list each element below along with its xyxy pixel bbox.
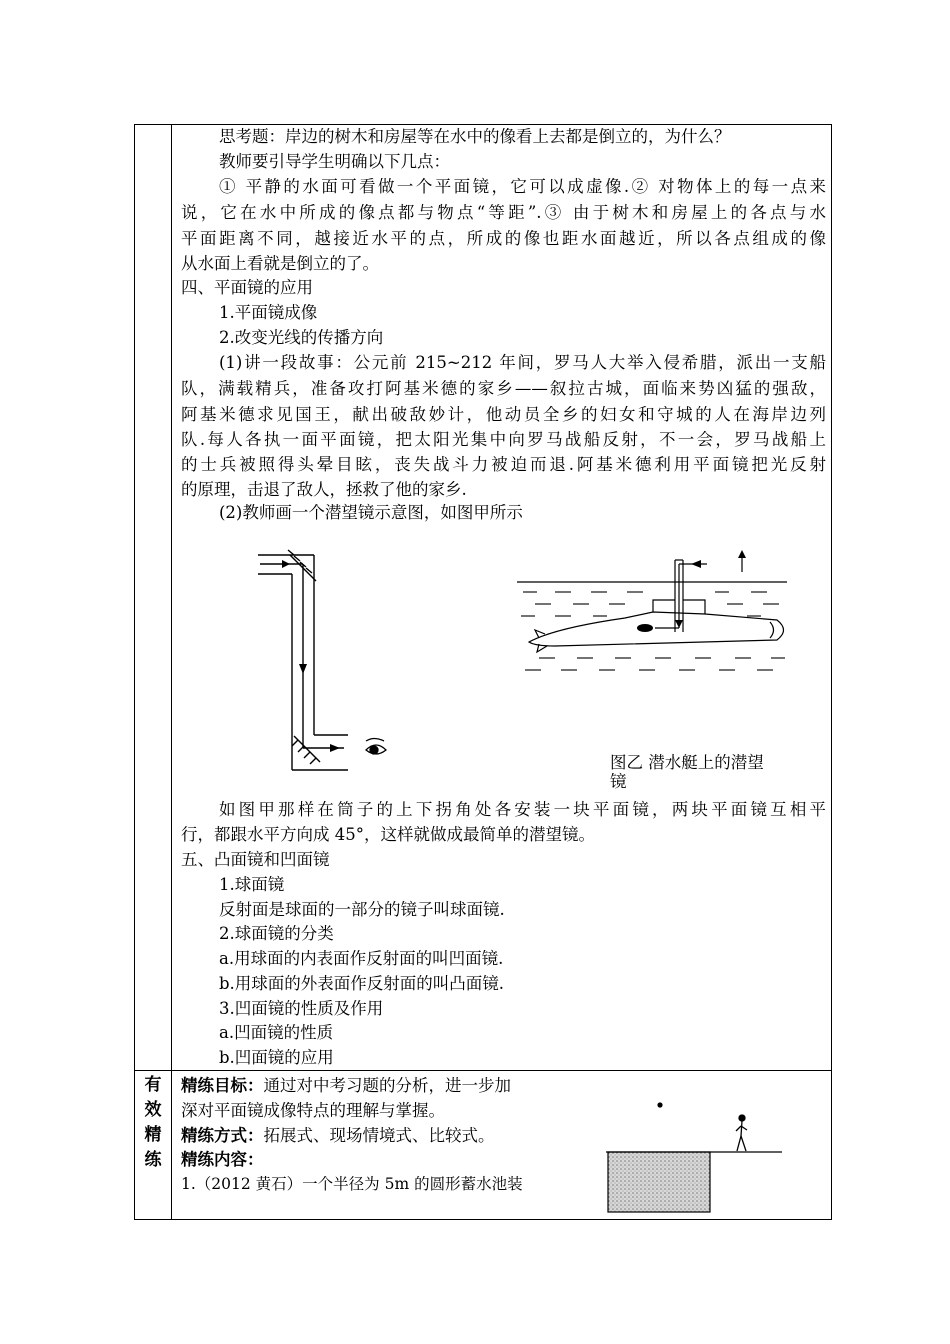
- teacher-guidance: 教师要引导学生明确以下几点：: [219, 152, 450, 171]
- subheading: 1.平面镜成像: [219, 303, 318, 322]
- explanation-line: 从水面上看就是倒立的了。: [181, 254, 379, 273]
- explanation-line: ① 平静的水面可看做一个平面镜，它可以成虚像.② 对物体上的每一点来: [219, 177, 826, 196]
- side-label-char: 精: [144, 1125, 162, 1145]
- side-label-char: 有: [144, 1075, 162, 1095]
- periscope-explanation: 如图甲那样在筒子的上下拐角处各安装一块平面镜，两块平面镜互相平: [219, 800, 826, 819]
- practice-content: [181, 1150, 264, 1170]
- practice-method-label: 精练方式：: [181, 1126, 264, 1145]
- story-line: 队，满载精兵，准备攻打阿基米德的家乡——叙拉古城，面临来势凶猛的强敌，: [181, 379, 826, 398]
- periscope-explanation: 行，都跟水平方向成 45°，这样就做成最简单的潜望镜。: [181, 825, 595, 844]
- think-question: 思考题：岸边的树木和房屋等在水中的像看上去都是倒立的，为什么？: [219, 127, 731, 146]
- figure-caption: 图乙 潜水艇上的潜望: [610, 753, 764, 772]
- classification-item: a.用球面的内表面作反射面的叫凹面镜.: [219, 949, 504, 968]
- property-item: b.凹面镜的应用: [219, 1048, 334, 1067]
- periscope-diagram: [258, 548, 388, 778]
- story-line: 队.每人各执一面平面镜，把太阳光集中向罗马战船反射，不一会，罗马战船上: [181, 430, 826, 449]
- explanation-line: 平面距离不同，越接近水平的点，所成的像也距水面越近，所以各点组成的像: [181, 229, 826, 248]
- practice-goal: [181, 1076, 511, 1096]
- story-line: 的士兵被照得头晕目眩，丧失战斗力被迫而退.阿基米德利用平面镜把光反射: [181, 455, 826, 474]
- person-icon: [736, 1115, 747, 1151]
- side-label-char: 效: [144, 1100, 162, 1120]
- table-column-divider: [171, 124, 172, 1220]
- practice-content-label: 精练内容：: [181, 1150, 264, 1169]
- subheading: 3.凹面镜的性质及作用: [219, 999, 384, 1018]
- subheading: 2.改变光线的传播方向: [219, 328, 384, 347]
- practice-goal-text: 通过对中考习题的分析，进一步加: [263, 1076, 511, 1095]
- subheading: 1.球面镜: [219, 875, 285, 894]
- question-1: 1.（2012 黄石）一个半径为 5m 的圆形蓄水池装: [181, 1175, 523, 1193]
- practice-goal-label: 精练目标：: [181, 1076, 264, 1095]
- practice-method: [181, 1126, 495, 1146]
- explanation-line: 说，它在水中所成的像点都与物点“等距”.③ 由于树木和房屋上的各点与水: [181, 203, 826, 222]
- story-line: 阿基米德求见国王，献出破敌妙计，他动员全乡的妇女和守城的人在海岸边列: [181, 405, 826, 424]
- figure-intro: (2)教师画一个潜望镜示意图，如图甲所示: [219, 503, 523, 522]
- story-line: 的原理，击退了敌人，拯救了他的家乡.: [181, 480, 467, 499]
- section-heading-5: 五、凸面镜和凹面镜: [181, 850, 330, 869]
- practice-method-text: 拓展式、现场情境式、比较式。: [263, 1126, 495, 1145]
- light-source-icon: [657, 1102, 662, 1107]
- figure-caption-cut: 镜: [610, 772, 627, 791]
- property-item: a.凹面镜的性质: [219, 1023, 334, 1042]
- story-line: (1)讲一段故事：公元前 215~212 年间，罗马人大举入侵希腊，派出一支船: [219, 353, 826, 372]
- figure-caption-clip: [610, 772, 640, 791]
- classification-item: b.用球面的外表面作反射面的叫凸面镜.: [219, 974, 505, 993]
- pool-diagram: [600, 1096, 790, 1216]
- section-heading-4: 四、平面镜的应用: [181, 278, 313, 297]
- practice-goal-cont: 深对平面镜成像特点的理解与掌握。: [181, 1101, 445, 1120]
- table-row-divider: [134, 1070, 832, 1071]
- subheading: 2.球面镜的分类: [219, 924, 334, 943]
- side-label-char: 练: [144, 1150, 162, 1170]
- eye-icon: [366, 739, 386, 755]
- submarine-periscope-diagram: [515, 548, 790, 683]
- definition: 反射面是球面的一部分的镜子叫球面镜.: [219, 900, 505, 919]
